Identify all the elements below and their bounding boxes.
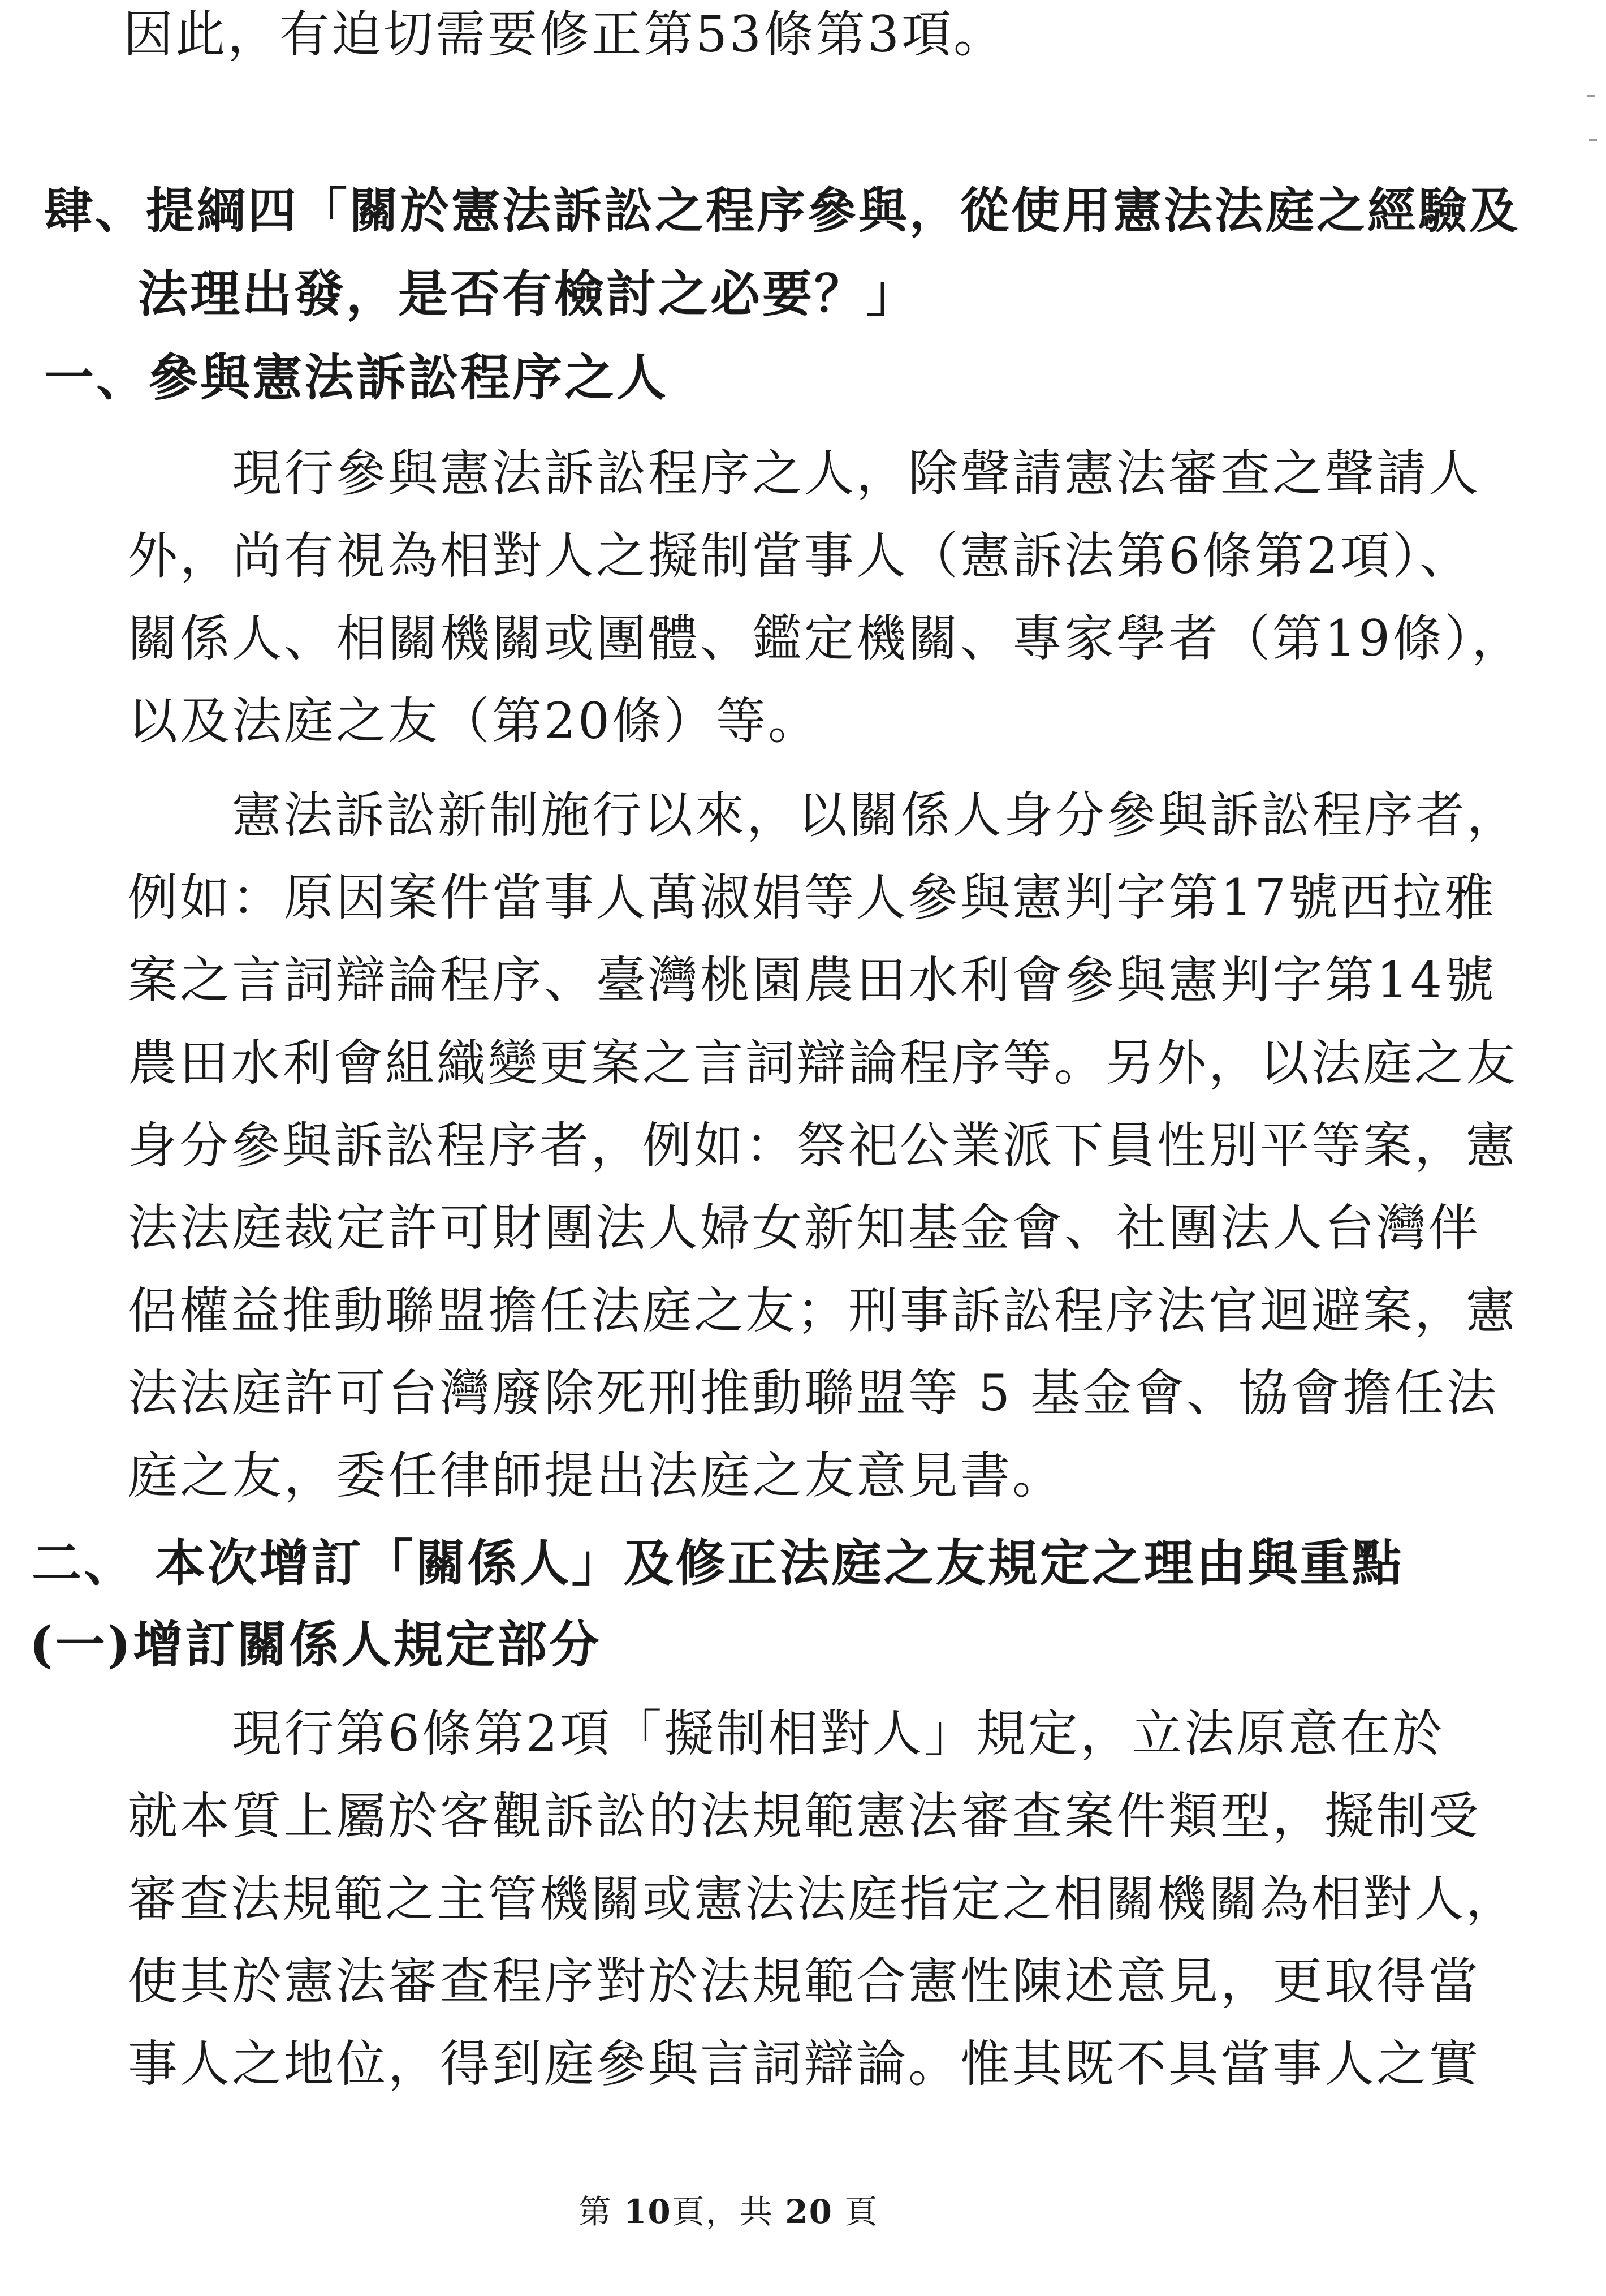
paragraph-line: 案之言詞辯論程序、臺灣桃園農田水利會參與憲判字第14號 [128,951,1496,1009]
text-line: 因此，有迫切需要修正第53條第3項。 [123,5,1005,63]
subsection-heading: 一、參與憲法訴訟程序之人 [44,348,669,407]
footer-middle: 頁，共 [671,2192,774,2231]
paragraph-line: 外，尚有視為相對人之擬制當事人（憲訴法第6條第2項）、 [128,527,1471,585]
paragraph-line: 例如：原因案件當事人萬淑娟等人參與憲判字第17號西拉雅 [128,868,1496,927]
section-heading-continued: 法理出發，是否有檢討之必要？」 [138,264,919,323]
paragraph-line: 關係人、相關機關或團體、鑑定機關、專家學者（第19條）， [128,609,1523,667]
paragraph-line: 法法庭裁定許可財團法人婦女新知基金會、社團法人台灣伴 [128,1199,1481,1257]
scan-mark [1587,95,1595,97]
paragraph-line: 庭之友，委任律師提出法庭之友意見書。 [128,1446,1065,1505]
paragraph-line: 審查法規範之主管機關或憲法法庭指定之相關機關為相對人， [128,1870,1517,1928]
paragraph-line: 以及法庭之友（第20條）等。 [128,692,820,750]
sub-item-heading: (一)增訂關係人規定部分 [29,1615,602,1674]
footer-prefix: 第 [578,2192,612,2231]
section-heading: 肆、提綱四「關於憲法訴訟之程序參與，從使用憲法法庭之經驗及 [44,182,1520,239]
subsection-heading: 二、 本次增訂「關係人」及修正法庭之友規定之理由與重點 [32,1533,1404,1592]
footer-total-pages: 20 [785,2192,833,2231]
paragraph-line: 就本質上屬於客觀訴訟的法規範憲法審查案件類型，擬制受 [128,1787,1481,1845]
paragraph-line: 憲法訴訟新制施行以來，以關係人身分參與訴訟程序者， [232,786,1518,844]
paragraph-line: 侶權益推動聯盟擔任法庭之友；刑事訴訟程序法官迴避案，憲 [128,1282,1517,1339]
footer-suffix: 頁 [844,2192,879,2231]
paragraph-line: 身分參與訴訟程序者，例如：祭祀公業派下員性別平等案，憲 [128,1117,1517,1174]
page-footer [0,2189,1457,2234]
paragraph-line: 現行參與憲法訴訟程序之人，除聲請憲法審查之聲請人 [232,444,1481,502]
paragraph-line: 農田水利會組織變更案之言詞辯論程序等。另外，以法庭之友 [128,1034,1517,1092]
paragraph-line: 現行第6條第2項「擬制相對人」規定，立法原意在於 [232,1704,1444,1763]
paragraph-line: 法法庭許可台灣廢除死刑推動聯盟等 5 基金會、協會擔任法 [128,1364,1499,1422]
paragraph-line: 事人之地位，得到庭參與言詞辯論。惟其既不具當事人之實 [128,2035,1481,2093]
scan-mark [1589,139,1597,141]
footer-page-number: 10 [624,2192,672,2231]
paragraph-line: 使其於憲法審查程序對於法規範合憲性陳述意見，更取得當 [128,1952,1481,2010]
